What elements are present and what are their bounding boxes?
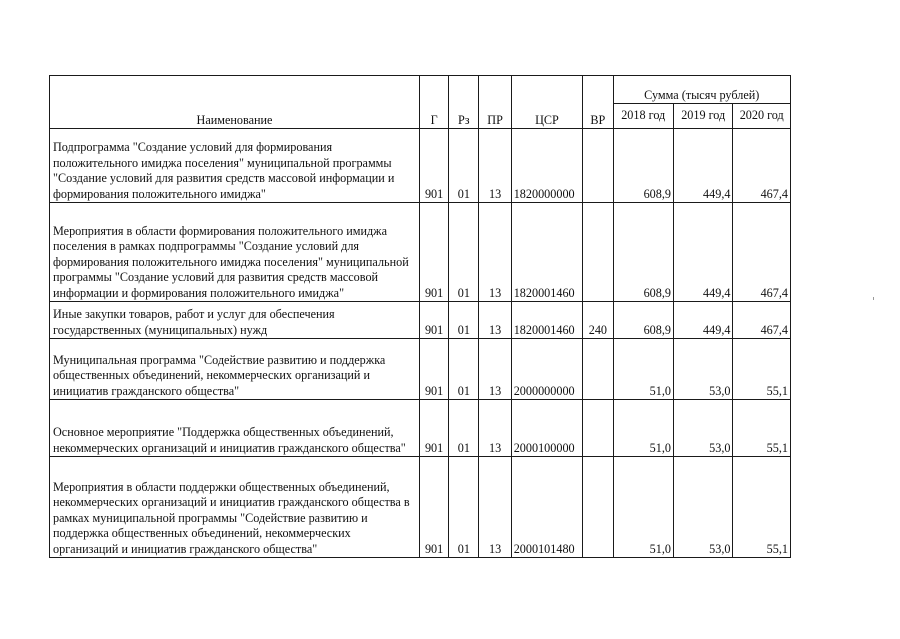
row-pr: 13: [479, 129, 511, 203]
header-sum: Сумма (тысяч рублей): [613, 76, 791, 104]
row-rz: 01: [449, 129, 479, 203]
scan-mark: [873, 297, 874, 300]
table-row: [50, 129, 791, 203]
row-vr: 240: [583, 302, 613, 339]
header-name: Наименование: [50, 76, 420, 129]
row-name: Муниципальная программа "Содействие развитию и поддержка общественных объединений, некоммерческих организаций и инициатив гражданского общества": [50, 339, 420, 400]
row-name: Мероприятия в области формирования положительного имиджа поселения в рамках подпрограммы "Создание условий для формирования положительного имиджа поселения" муниципальной программы "Создание условий для развития средств массовой информации и формирования положительного имиджа": [50, 203, 420, 302]
row-vr: [583, 129, 613, 203]
row-2019: 53,0: [673, 457, 732, 558]
table-row: [50, 339, 791, 400]
header-2018: 2018 год: [613, 104, 673, 129]
row-g: 901: [419, 339, 448, 400]
row-pr: 13: [479, 302, 511, 339]
row-pr: 13: [479, 339, 511, 400]
budget-table: [49, 75, 791, 558]
row-g: 901: [419, 203, 448, 302]
table-row: [50, 457, 791, 558]
header-pr: ПР: [479, 76, 511, 129]
table-row: [50, 400, 791, 457]
row-csr: 1820001460: [511, 302, 583, 339]
row-csr: 2000000000: [511, 339, 583, 400]
row-2019: 449,4: [673, 203, 732, 302]
row-name: Подпрограмма "Создание условий для формирования положительного имиджа поселения" муниципальной программы "Создание условий для развития средств массовой информации и формирования положительного имиджа": [50, 129, 420, 203]
row-2018: 51,0: [613, 400, 673, 457]
header-2019: 2019 год: [673, 104, 732, 129]
row-2020: 55,1: [733, 339, 791, 400]
header-vr: ВР: [583, 76, 613, 129]
row-2018: 608,9: [613, 302, 673, 339]
row-vr: [583, 457, 613, 558]
header-csr: ЦСР: [511, 76, 583, 129]
table-row: [50, 302, 791, 339]
row-vr: [583, 400, 613, 457]
row-vr: [583, 203, 613, 302]
row-name: Иные закупки товаров, работ и услуг для обеспечения государственных (муниципальных) нужд: [50, 302, 420, 339]
row-2019: 449,4: [673, 129, 732, 203]
row-2018: 51,0: [613, 339, 673, 400]
row-2020: 55,1: [733, 400, 791, 457]
row-pr: 13: [479, 457, 511, 558]
row-csr: 2000100000: [511, 400, 583, 457]
row-rz: 01: [449, 400, 479, 457]
row-g: 901: [419, 400, 448, 457]
row-name: Мероприятия в области поддержки общественных объединений, некоммерческих организаций и инициатив гражданского общества в рамках муниципальной программы "Содействие развитию и поддержка общественных объединений, некоммерческих организаций и инициатив гражданского общества": [50, 457, 420, 558]
row-csr: 1820001460: [511, 203, 583, 302]
row-vr: [583, 339, 613, 400]
header-rz: Рз: [449, 76, 479, 129]
row-csr: 1820000000: [511, 129, 583, 203]
row-2019: 449,4: [673, 302, 732, 339]
row-2020: 467,4: [733, 203, 791, 302]
row-rz: 01: [449, 339, 479, 400]
row-rz: 01: [449, 302, 479, 339]
row-2020: 55,1: [733, 457, 791, 558]
row-pr: 13: [479, 203, 511, 302]
row-rz: 01: [449, 457, 479, 558]
row-2019: 53,0: [673, 400, 732, 457]
row-g: 901: [419, 129, 448, 203]
row-name: Основное мероприятие "Поддержка общественных объединений, некоммерческих организаций и инициатив гражданского общества": [50, 400, 420, 457]
row-pr: 13: [479, 400, 511, 457]
table-row: [50, 203, 791, 302]
row-csr: 2000101480: [511, 457, 583, 558]
header-g: Г: [419, 76, 448, 129]
row-2020: 467,4: [733, 129, 791, 203]
header-2020: 2020 год: [733, 104, 791, 129]
row-2018: 608,9: [613, 129, 673, 203]
row-g: 901: [419, 457, 448, 558]
row-2018: 51,0: [613, 457, 673, 558]
row-2020: 467,4: [733, 302, 791, 339]
row-rz: 01: [449, 203, 479, 302]
row-2019: 53,0: [673, 339, 732, 400]
row-g: 901: [419, 302, 448, 339]
row-2018: 608,9: [613, 203, 673, 302]
